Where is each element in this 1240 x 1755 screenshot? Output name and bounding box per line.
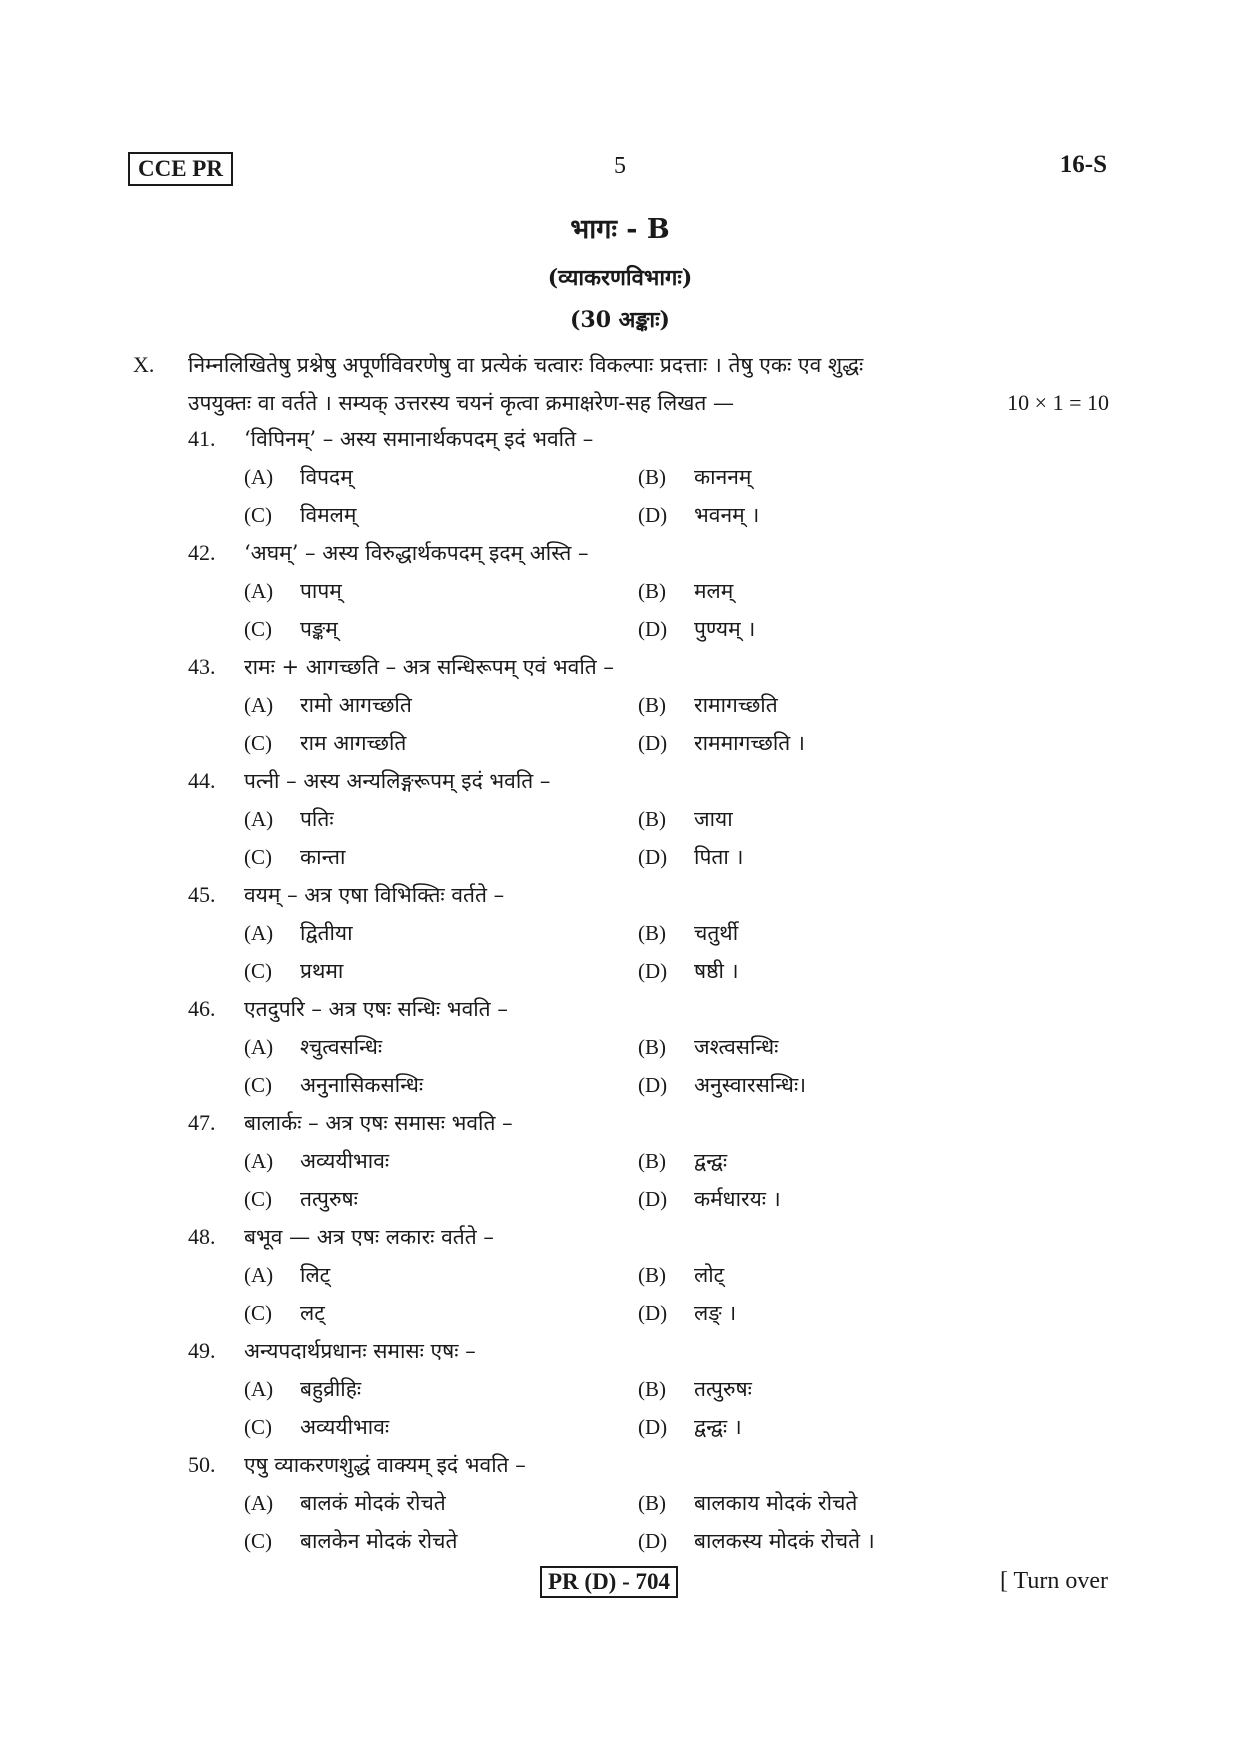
option-item [638,610,755,648]
page-number: 5 [614,153,626,179]
question-text: ‘विपिनम्’ – अस्य समानार्थकपदम् इदं भवति – [244,427,594,451]
question-item [188,762,1108,876]
option-text: बालकेन मोदकं रोचते [300,1529,458,1553]
question-text: बालार्कः – अत्र एषः समासः भवति – [244,1111,513,1135]
question-text: रामः + आगच्छति – अत्र सन्धिरूपम् एवं भवति – [244,655,614,679]
option-label: (C) [244,1301,272,1325]
option-text: लोट् [694,1263,725,1287]
option-item [638,914,738,952]
question-item [188,1218,1108,1332]
options-row [244,1484,1108,1522]
question-item [188,420,1108,534]
option-item [244,1522,457,1560]
question-number: 41. [188,426,216,451]
options-row [244,724,1108,762]
option-text: मलम् [694,579,734,603]
option-label: (D) [638,1187,668,1211]
option-label: (D) [638,731,668,755]
options-list [244,800,1108,876]
option-label: (B) [638,1491,666,1515]
footer-paper-code: PR (D) - 704 [540,1566,678,1598]
options-row [244,1028,1108,1066]
marks-allocation: 10 × 1 = 10 [1007,390,1109,415]
question-item [188,648,1108,762]
options-list [244,1256,1108,1332]
option-text: षष्ठी । [694,959,739,983]
header-left-code: CCE PR [128,152,233,186]
option-text: कर्मधारयः । [694,1187,781,1211]
option-text: द्वितीया [300,921,353,945]
instruction-block [133,346,1109,422]
options-list [244,1028,1108,1104]
option-item [638,724,805,762]
option-text: कान्ता [300,845,346,869]
question-group-number: X. [133,352,155,377]
option-label: (A) [244,1491,274,1515]
option-label: (D) [638,845,668,869]
options-row [244,1294,1108,1332]
options-row [244,1522,1108,1560]
option-item [638,572,733,610]
question-number: 44. [188,768,216,793]
question-number: 42. [188,540,216,565]
question-stem-row [188,534,1108,572]
section-marks: (30 अङ्काः) [570,307,670,333]
option-item [244,610,338,648]
options-row [244,1066,1108,1104]
question-stem-row [188,876,1108,914]
option-text: तत्पुरुषः [694,1377,752,1401]
option-text: काननम् [694,465,752,489]
option-label: (A) [244,807,274,831]
options-row [244,572,1108,610]
option-item [638,1408,742,1446]
option-text: भवनम् । [694,503,760,527]
option-item [638,952,739,990]
part-title: भागः - B [570,214,670,245]
header-right-code: 16-S [1059,151,1107,178]
option-label: (B) [638,1377,666,1401]
option-item [244,952,343,990]
options-row [244,1142,1108,1180]
option-text: लङ् । [694,1301,737,1325]
question-item [188,876,1108,990]
question-list [188,420,1108,1560]
option-item [638,800,733,838]
options-list [244,1484,1108,1560]
option-item [638,1142,727,1180]
option-text: जश्त्वसन्धिः [694,1035,779,1059]
option-label: (B) [638,693,666,717]
question-number: 48. [188,1224,216,1249]
options-row [244,458,1108,496]
option-label: (D) [638,959,668,983]
option-label: (A) [244,921,274,945]
question-stem-row [188,1332,1108,1370]
option-label: (C) [244,959,272,983]
options-row [244,914,1108,952]
question-stem-row [188,1104,1108,1142]
option-text: राम आगच्छति [300,731,407,755]
question-number: 47. [188,1110,216,1135]
options-list [244,914,1108,990]
option-text: तत्पुरुषः [300,1187,358,1211]
option-text: रामागच्छति [694,693,778,717]
option-text: द्वन्द्वः [694,1149,728,1173]
turn-over-note: [ Turn over [999,1568,1108,1594]
question-stem-row [188,648,1108,686]
question-number: 50. [188,1452,216,1477]
option-label: (B) [638,921,666,945]
option-item [244,1484,446,1522]
option-label: (D) [638,617,668,641]
question-text: एतदुपरि – अत्र एषः सन्धिः भवति – [244,997,508,1021]
options-list [244,1142,1108,1218]
question-number: 46. [188,996,216,1021]
option-label: (B) [638,1263,666,1287]
option-label: (B) [638,465,666,489]
question-text: बभूव — अत्र एषः लकारः वर्तते – [244,1225,494,1249]
option-item [638,838,743,876]
question-text: पत्नी – अस्य अन्यलिङ्गरूपम् इदं भवति – [244,769,551,793]
option-text: पङ्कम् [300,617,338,641]
options-row [244,1408,1108,1446]
option-text: श्चुत्वसन्धिः [300,1035,383,1059]
option-label: (D) [638,1415,668,1439]
option-text: अनुस्वारसन्धिः। [694,1073,807,1097]
question-stem-row [188,990,1108,1028]
option-item [244,724,406,762]
option-item [244,1370,361,1408]
option-item [244,1066,423,1104]
option-text: बालकाय मोदकं रोचते [694,1491,858,1515]
option-item [638,458,751,496]
option-item [638,1028,778,1066]
option-text: लिट् [300,1263,331,1287]
option-item [638,1256,724,1294]
option-label: (C) [244,1415,272,1439]
option-text: पापम् [300,579,342,603]
option-item [244,686,412,724]
question-number: 43. [188,654,216,679]
question-text: ‘अघम्’ – अस्य विरुद्धार्थकपदम् इदम् अस्ति – [244,541,589,565]
option-item [638,1180,781,1218]
option-text: बहुव्रीहिः [300,1377,362,1401]
option-item [244,1294,325,1332]
option-label: (C) [244,1073,272,1097]
option-text: लट् [300,1301,325,1325]
question-text: एषु व्याकरणशुद्धं वाक्यम् इदं भवति – [244,1453,526,1477]
option-item [244,1408,389,1446]
option-item [244,496,356,534]
option-label: (C) [244,1187,272,1211]
option-text: विपदम् [300,465,353,489]
option-text: पतिः [300,807,334,831]
option-item [638,686,778,724]
options-row [244,610,1108,648]
option-item [638,1370,752,1408]
question-stem-row [188,1446,1108,1484]
option-label: (D) [638,503,668,527]
question-stem-row [188,1218,1108,1256]
option-label: (A) [244,1035,274,1059]
question-item [188,1332,1108,1446]
option-item [638,1066,806,1104]
option-label: (C) [244,845,272,869]
option-item [638,1294,736,1332]
option-label: (C) [244,617,272,641]
option-label: (B) [638,1149,666,1173]
option-text: द्वन्द्वः । [694,1415,742,1439]
options-row [244,952,1108,990]
options-row [244,1256,1108,1294]
option-item [638,1484,857,1522]
question-item [188,990,1108,1104]
option-label: (D) [638,1529,668,1553]
option-item [244,1142,389,1180]
instruction-line-1: निम्नलिखितेषु प्रश्नेषु अपूर्णविवरणेषु वा प्रत्येकं चत्वारः विकल्पाः प्रदत्ताः । तेषु एकः एव शुद्धः [188,353,864,377]
option-label: (B) [638,807,666,831]
option-label: (A) [244,1263,274,1287]
question-number: 45. [188,882,216,907]
option-label: (A) [244,1377,274,1401]
option-item [244,838,345,876]
question-item [188,1446,1108,1560]
option-text: विमलम् [300,503,357,527]
option-text: बालकस्य मोदकं रोचते । [694,1529,875,1553]
option-item [638,1522,875,1560]
option-label: (A) [244,465,274,489]
options-row [244,1370,1108,1408]
option-label: (C) [244,731,272,755]
options-list [244,458,1108,534]
option-text: पुण्यम् । [694,617,756,641]
option-label: (D) [638,1301,668,1325]
option-item [244,914,353,952]
option-label: (D) [638,1073,668,1097]
option-text: प्रथमा [300,959,344,983]
option-label: (C) [244,1529,272,1553]
option-item [638,496,759,534]
option-label: (A) [244,1149,274,1173]
option-label: (A) [244,579,274,603]
options-row [244,1180,1108,1218]
option-text: बालकं मोदकं रोचते [300,1491,446,1515]
option-label: (C) [244,503,272,527]
option-label: (A) [244,693,274,717]
question-item [188,1104,1108,1218]
question-stem-row [188,420,1108,458]
option-item [244,572,342,610]
options-list [244,1370,1108,1446]
options-row [244,686,1108,724]
option-text: रामो आगच्छति [300,693,412,717]
option-item [244,458,353,496]
option-label: (B) [638,1035,666,1059]
question-text: वयम् – अत्र एषा विभिक्तिः वर्तते – [244,883,505,907]
question-text: अन्यपदार्थप्रधानः समासः एषः – [244,1339,476,1363]
question-item [188,534,1108,648]
options-row [244,838,1108,876]
options-row [244,800,1108,838]
instruction-line-2-row [188,384,1109,422]
option-text: अव्ययीभावः [300,1415,390,1439]
section-title: (व्याकरणविभागः) [547,265,693,291]
question-stem-row [188,762,1108,800]
option-label: (B) [638,579,666,603]
option-text: अनुनासिकसन्धिः [300,1073,424,1097]
option-text: चतुर्थी [694,921,739,945]
question-number: 49. [188,1338,216,1363]
instruction-line-2: उपयुक्तः वा वर्तते । सम्यक् उत्तरस्य चयनं कृत्वा क्रमाक्षरेण-सह लिखत — [188,391,735,415]
option-text: पिता । [694,845,744,869]
options-row [244,496,1108,534]
option-item [244,1180,358,1218]
options-list [244,572,1108,648]
option-item [244,1028,382,1066]
options-list [244,686,1108,762]
option-text: अव्ययीभावः [300,1149,390,1173]
option-item [244,1256,330,1294]
option-item [244,800,334,838]
option-text: राममागच्छति । [694,731,805,755]
option-text: जाया [694,807,733,831]
